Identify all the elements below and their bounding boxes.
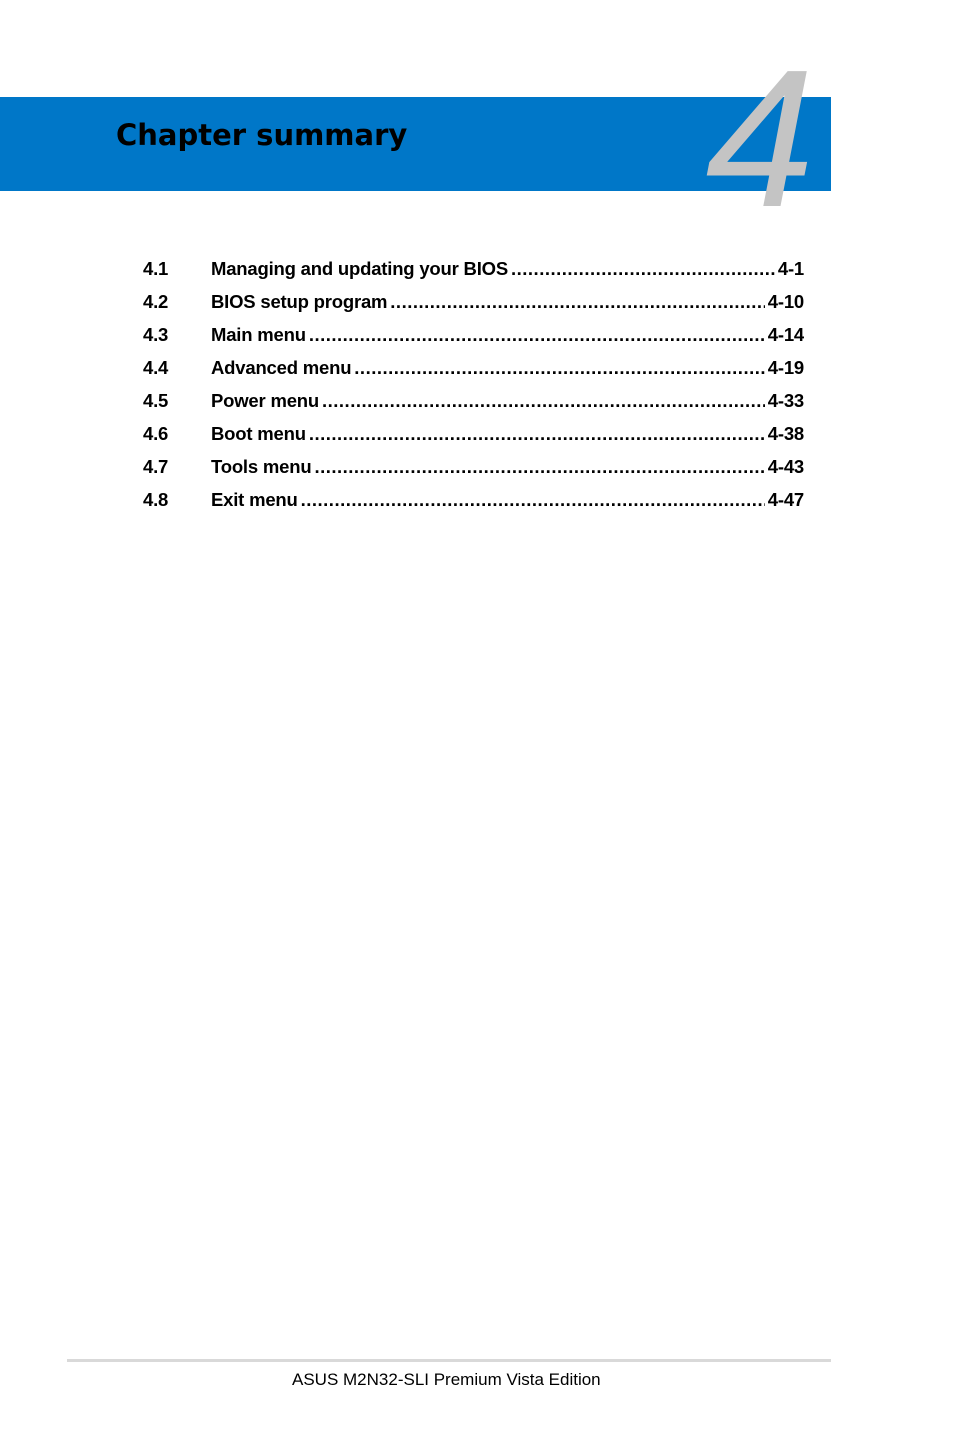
toc-dot-leader bbox=[354, 351, 764, 384]
toc-entry[interactable] bbox=[143, 450, 804, 483]
toc-entry-title: Advanced menu bbox=[211, 357, 352, 378]
toc-entry-page: 4-19 bbox=[767, 357, 804, 378]
toc-dot-leader bbox=[511, 252, 775, 285]
toc-dot-leader bbox=[301, 483, 765, 516]
toc-entry-page: 4-14 bbox=[767, 324, 804, 345]
toc-entry-page: 4-33 bbox=[767, 390, 804, 411]
toc-entry[interactable] bbox=[143, 318, 804, 351]
table-of-contents bbox=[143, 252, 804, 516]
toc-entry-page: 4-47 bbox=[767, 489, 804, 510]
toc-entry-page: 4-10 bbox=[767, 291, 804, 312]
toc-entry-number: 4.1 bbox=[143, 258, 169, 279]
toc-dot-leader bbox=[314, 450, 764, 483]
toc-entry-title: BIOS setup program bbox=[211, 291, 388, 312]
footer-divider bbox=[67, 1359, 831, 1362]
chapter-title: Chapter summary bbox=[116, 118, 408, 152]
chapter-number: 4 bbox=[705, 29, 815, 248]
toc-entry-title: Boot menu bbox=[211, 423, 306, 444]
toc-entry-number: 4.6 bbox=[143, 423, 169, 444]
toc-entry-title: Exit menu bbox=[211, 489, 298, 510]
toc-dot-leader bbox=[309, 417, 765, 450]
toc-entry[interactable] bbox=[143, 351, 804, 384]
toc-entry-number: 4.7 bbox=[143, 456, 169, 477]
toc-entry-title: Power menu bbox=[211, 390, 319, 411]
toc-entry-page: 4-38 bbox=[767, 423, 804, 444]
toc-entry-title: Main menu bbox=[211, 324, 306, 345]
toc-entry-number: 4.3 bbox=[143, 324, 169, 345]
toc-entry-number: 4.8 bbox=[143, 489, 169, 510]
toc-entry[interactable] bbox=[143, 384, 804, 417]
toc-entry[interactable] bbox=[143, 417, 804, 450]
toc-entry-title: Managing and updating your BIOS bbox=[211, 258, 508, 279]
toc-entry-number: 4.4 bbox=[143, 357, 169, 378]
toc-entry-number: 4.2 bbox=[143, 291, 169, 312]
toc-dot-leader bbox=[309, 318, 765, 351]
toc-entry[interactable] bbox=[143, 285, 804, 318]
toc-entry-number: 4.5 bbox=[143, 390, 169, 411]
toc-entry[interactable] bbox=[143, 252, 804, 285]
toc-entry-page: 4-1 bbox=[777, 258, 804, 279]
toc-entry-title: Tools menu bbox=[211, 456, 312, 477]
toc-entry-page: 4-43 bbox=[767, 456, 804, 477]
toc-dot-leader bbox=[322, 384, 765, 417]
footer-text: ASUS M2N32-SLI Premium Vista Edition bbox=[292, 1370, 601, 1389]
toc-entry[interactable] bbox=[143, 483, 804, 516]
toc-dot-leader bbox=[390, 285, 764, 318]
